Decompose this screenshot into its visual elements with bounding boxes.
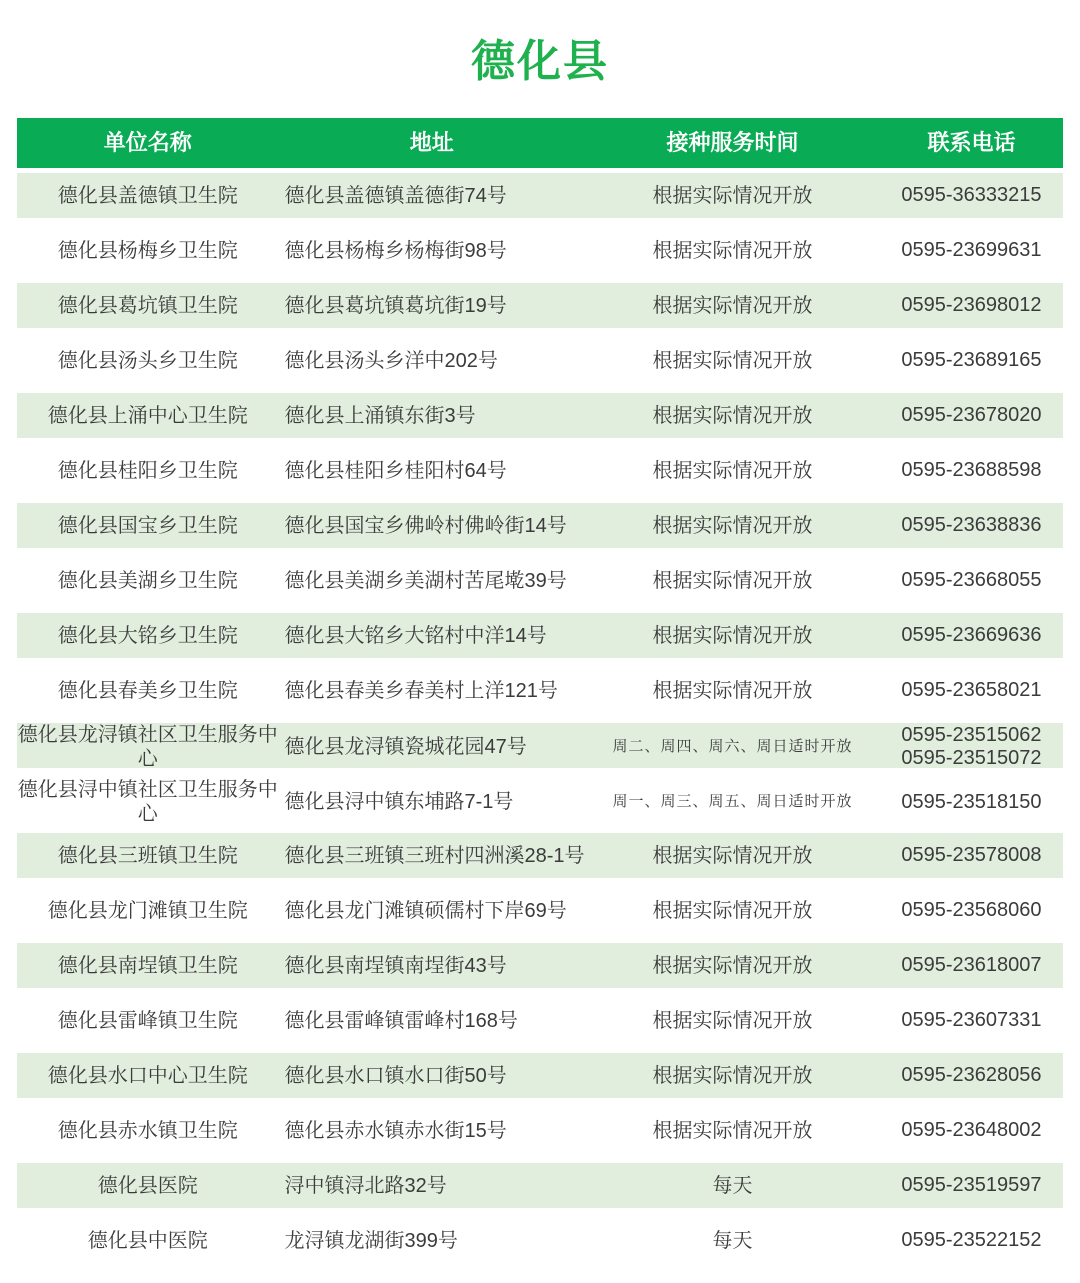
schedule-cell: 周一、周三、周五、周日适时开放 bbox=[612, 793, 853, 810]
address-cell: 德化县龙门滩镇硕儒村下岸69号 bbox=[284, 899, 567, 922]
table-row bbox=[17, 1048, 1063, 1103]
address-cell: 德化县汤头乡洋中202号 bbox=[284, 349, 498, 372]
unit-name-cell: 德化县上涌中心卫生院 bbox=[47, 404, 248, 427]
schedule-cell: 根据实际情况开放 bbox=[652, 899, 813, 922]
address-cell: 龙浔镇龙湖街399号 bbox=[284, 1229, 458, 1252]
table-row bbox=[17, 883, 1063, 938]
schedule-cell: 根据实际情况开放 bbox=[652, 1119, 813, 1142]
phone-cell: 0595-23689165 bbox=[901, 349, 1042, 371]
address-cell: 德化县水口镇水口街50号 bbox=[284, 1064, 507, 1087]
phone-cell: 0595-36333215 bbox=[901, 184, 1042, 206]
phone-cell: 0595-23518150 bbox=[901, 790, 1042, 813]
unit-name-cell: 德化县浔中镇社区卫生服务中心 bbox=[17, 779, 278, 825]
table-row bbox=[17, 718, 1063, 773]
unit-name-cell: 德化县龙门滩镇卫生院 bbox=[47, 899, 248, 922]
unit-name-cell: 德化县春美乡卫生院 bbox=[57, 679, 238, 702]
phone-cell: 0595-23668055 bbox=[901, 569, 1042, 591]
address-cell: 德化县杨梅乡杨梅街98号 bbox=[284, 239, 507, 262]
page-title: 德化县 bbox=[471, 37, 609, 86]
table-row bbox=[17, 168, 1063, 223]
unit-name-cell: 德化县三班镇卫生院 bbox=[57, 844, 238, 867]
table-row bbox=[17, 223, 1063, 278]
phone-cell: 0595-23578008 bbox=[901, 844, 1042, 866]
schedule-cell: 根据实际情况开放 bbox=[652, 349, 813, 372]
phone-cell: 0595-23648002 bbox=[901, 1119, 1042, 1141]
schedule-cell: 根据实际情况开放 bbox=[652, 459, 813, 482]
column-header-unit-name: 单位名称 bbox=[103, 129, 192, 155]
table-row bbox=[17, 498, 1063, 553]
schedule-cell: 根据实际情况开放 bbox=[652, 184, 813, 207]
unit-name-cell: 德化县盖德镇卫生院 bbox=[57, 184, 238, 207]
address-cell: 德化县三班镇三班村四洲溪28-1号 bbox=[284, 844, 585, 867]
address-cell: 德化县南埕镇南埕街43号 bbox=[284, 954, 507, 977]
phone-cell: 0595-23699631 bbox=[901, 239, 1042, 261]
table-header-row bbox=[17, 118, 1063, 168]
unit-name-cell: 德化县美湖乡卫生院 bbox=[57, 569, 238, 592]
unit-name-cell: 德化县赤水镇卫生院 bbox=[57, 1119, 238, 1142]
schedule-cell: 根据实际情况开放 bbox=[652, 1064, 813, 1087]
schedule-cell: 根据实际情况开放 bbox=[652, 624, 813, 647]
phone-cell: 0595-23698012 bbox=[901, 294, 1042, 316]
column-header-schedule: 接种服务时间 bbox=[666, 129, 799, 155]
phone-cell: 0595-23669636 bbox=[901, 624, 1042, 646]
address-cell: 德化县上涌镇东街3号 bbox=[284, 404, 476, 427]
address-cell: 浔中镇浔北路32号 bbox=[284, 1174, 447, 1197]
unit-name-cell: 德化县国宝乡卫生院 bbox=[57, 514, 238, 537]
table-row bbox=[17, 333, 1063, 388]
column-header-address: 地址 bbox=[409, 129, 454, 155]
table-row bbox=[17, 663, 1063, 718]
phone-cell: 0595-23519597 bbox=[901, 1174, 1042, 1196]
address-cell: 德化县桂阳乡桂阳村64号 bbox=[284, 459, 507, 482]
table-row bbox=[17, 828, 1063, 883]
schedule-cell: 根据实际情况开放 bbox=[652, 1009, 813, 1032]
schedule-cell: 根据实际情况开放 bbox=[652, 294, 813, 317]
table-row bbox=[17, 1213, 1063, 1268]
phone-cell: 0595-23688598 bbox=[901, 459, 1042, 481]
address-cell: 德化县春美乡春美村上洋121号 bbox=[284, 679, 558, 702]
table-row bbox=[17, 773, 1063, 828]
schedule-cell: 根据实际情况开放 bbox=[652, 569, 813, 592]
schedule-cell: 周二、周四、周六、周日适时开放 bbox=[612, 738, 853, 755]
unit-name-cell: 德化县葛坑镇卫生院 bbox=[57, 294, 238, 317]
table-row bbox=[17, 553, 1063, 608]
schedule-cell: 根据实际情况开放 bbox=[652, 954, 813, 977]
phone-cell: 0595-23515062 0595-23515072 bbox=[901, 724, 1042, 769]
phone-cell: 0595-23568060 bbox=[901, 899, 1042, 921]
phone-cell: 0595-23628056 bbox=[901, 1064, 1042, 1086]
table-body bbox=[17, 168, 1063, 1268]
address-cell: 德化县浔中镇东埔路7-1号 bbox=[284, 791, 514, 813]
phone-cell: 0595-23522152 bbox=[901, 1229, 1042, 1251]
unit-name-cell: 德化县水口中心卫生院 bbox=[47, 1064, 248, 1087]
phone-cell: 0595-23678020 bbox=[901, 404, 1042, 426]
column-header-phone: 联系电话 bbox=[927, 129, 1016, 155]
schedule-cell: 每天 bbox=[712, 1229, 753, 1252]
address-cell: 德化县国宝乡佛岭村佛岭街14号 bbox=[284, 514, 567, 537]
table-row bbox=[17, 388, 1063, 443]
vaccination-sites-table bbox=[17, 118, 1063, 1268]
schedule-cell: 根据实际情况开放 bbox=[652, 239, 813, 262]
address-cell: 德化县赤水镇赤水街15号 bbox=[284, 1119, 507, 1142]
unit-name-cell: 德化县桂阳乡卫生院 bbox=[57, 459, 238, 482]
address-cell: 德化县美湖乡美湖村苦尾墘39号 bbox=[284, 569, 567, 592]
schedule-cell: 根据实际情况开放 bbox=[652, 514, 813, 537]
table-row bbox=[17, 278, 1063, 333]
table-row bbox=[17, 993, 1063, 1048]
unit-name-cell: 德化县杨梅乡卫生院 bbox=[57, 239, 238, 262]
unit-name-cell: 德化县汤头乡卫生院 bbox=[57, 349, 238, 372]
table-row bbox=[17, 1158, 1063, 1213]
unit-name-cell: 德化县中医院 bbox=[87, 1229, 208, 1252]
phone-cell: 0595-23618007 bbox=[901, 954, 1042, 976]
address-cell: 德化县大铭乡大铭村中洋14号 bbox=[284, 624, 547, 647]
unit-name-cell: 德化县龙浔镇社区卫生服务中心 bbox=[17, 724, 278, 770]
unit-name-cell: 德化县医院 bbox=[97, 1174, 198, 1197]
schedule-cell: 根据实际情况开放 bbox=[652, 404, 813, 427]
schedule-cell: 每天 bbox=[712, 1174, 753, 1197]
unit-name-cell: 德化县南埕镇卫生院 bbox=[57, 954, 238, 977]
unit-name-cell: 德化县大铭乡卫生院 bbox=[57, 624, 238, 647]
unit-name-cell: 德化县雷峰镇卫生院 bbox=[57, 1009, 238, 1032]
address-cell: 德化县龙浔镇瓷城花园47号 bbox=[284, 736, 527, 758]
phone-cell: 0595-23658021 bbox=[901, 679, 1042, 701]
phone-cell: 0595-23638836 bbox=[901, 514, 1042, 536]
address-cell: 德化县葛坑镇葛坑街19号 bbox=[284, 294, 507, 317]
table-row bbox=[17, 938, 1063, 993]
address-cell: 德化县盖德镇盖德街74号 bbox=[284, 184, 507, 207]
phone-cell: 0595-23607331 bbox=[901, 1009, 1042, 1031]
schedule-cell: 根据实际情况开放 bbox=[652, 679, 813, 702]
address-cell: 德化县雷峰镇雷峰村168号 bbox=[284, 1009, 518, 1032]
table-row bbox=[17, 1103, 1063, 1158]
schedule-cell: 根据实际情况开放 bbox=[652, 844, 813, 867]
table-row bbox=[17, 443, 1063, 498]
table-row bbox=[17, 608, 1063, 663]
